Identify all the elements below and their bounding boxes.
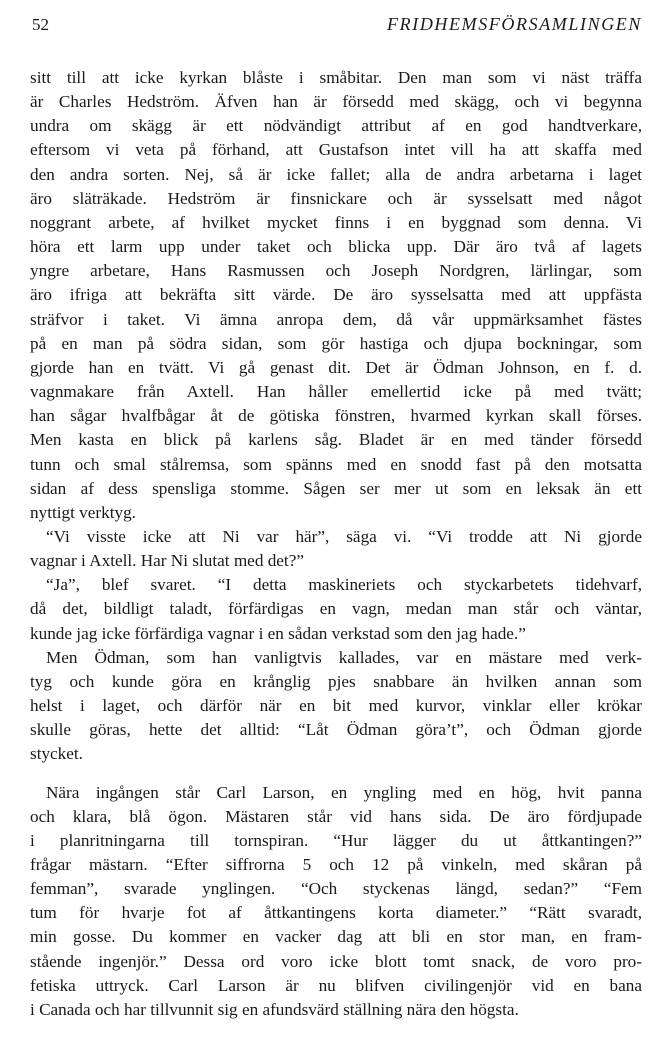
paragraph	[30, 781, 642, 1023]
text-line: äro släträkade. Hedström är finsnickare och är sysselsatt med något	[30, 188, 642, 208]
text-line: i planritningarna till tornspiran. “Hur lägger du ut åttkantingen?”	[30, 830, 642, 850]
text-line: Men kasta en blick på karlens såg. Bladet är en med tänder försedd	[30, 430, 642, 450]
text-line: tyg och kunde göra en krånglig pjes snabbare än hvilken annan som	[30, 671, 642, 691]
text-line: stående ingenjör.” Dessa ord voro icke blott tomt snack, de voro pro-	[30, 951, 642, 971]
text-line: vagnmakare från Axtell. Han håller emellertid icke på med tvätt;	[30, 382, 642, 402]
text-line: skulle göras, hette det alltid: “Låt Ödman göra’t”, och Ödman gjorde	[30, 720, 642, 740]
paragraph	[30, 66, 642, 525]
running-title: FRIDHEMSFÖRSAMLINGEN	[387, 14, 642, 34]
book-page	[30, 14, 642, 1022]
text-line: i Canada och har tillvunnit sig en afundsvärd ställning nära den högsta.	[30, 999, 519, 1019]
text-line: höra ett larm upp under taket och blicka upp. Där äro två af lagets	[30, 237, 642, 257]
text-line: nyttigt verktyg.	[30, 502, 136, 522]
text-line: den andra sorten. Nej, så är icke fallet; alla de andra arbetarna i laget	[30, 164, 642, 184]
page-header	[30, 14, 642, 44]
text-line: frågar mästarn. “Efter siffrorna 5 och 12 på vinkeln, med skåran på	[30, 855, 642, 874]
text-line: gjorde han en tvätt. Vi gå genast dit. Det är Ödman Johnson, en f. d.	[30, 357, 642, 377]
paragraph	[30, 646, 642, 767]
text-line: tunn och smal stålremsa, som spänns med en snodd fast på den motsatta	[30, 454, 642, 474]
paragraph	[30, 573, 642, 645]
text-line: min gosse. Du kommer en vacker dag att bli en stor man, en fram-	[30, 927, 642, 947]
text-line: tum för hvarje fot af åttkantingens korta diameter.” “Rätt svaradt,	[30, 903, 642, 923]
text-line: sträfvor i taket. Vi ämna anropa dem, då vår uppmärksamhet fästes	[30, 309, 642, 329]
text-line: eftersom vi veta på förhand, att Gustafson intet vill ha att skaffa med	[30, 140, 642, 160]
text-line: och klara, blå ögon. Mästaren står vid hans sida. De äro fördjupade	[30, 806, 642, 826]
text-line: Men Ödman, som han vanligtvis kallades, var en mästare med verk-	[46, 647, 642, 667]
text-line: äro ifriga att bekräfta sitt värde. De äro sysselsatta med att uppfästa	[30, 285, 642, 305]
text-line: han sågar hvalfbågar åt de götiska fönstren, hvarmed kyrkan skall förses.	[30, 406, 642, 426]
text-line: fetiska uttryck. Carl Larson är nu blifven civilingenjör vid en bana	[30, 975, 642, 995]
text-line: “Vi visste icke att Ni var här”, säga vi. “Vi trodde att Ni gjorde	[46, 526, 642, 546]
body-text	[30, 66, 642, 1022]
text-line: “Ja”, blef svaret. “I detta maskineriets och styckarbetets tidehvarf,	[46, 575, 642, 595]
text-line: undra om skägg är ett nödvändigt attribut af en god handtverkare,	[30, 116, 642, 136]
text-line: är Charles Hedström. Äfven han är försedd med skägg, och vi begynna	[30, 92, 642, 112]
text-line: kunde jag icke förfärdiga vagnar i en sådan verkstad som den jag hade.”	[30, 623, 526, 643]
text-line: noggrant arbete, af hvilket mycket finns i en byggnad som denna. Vi	[30, 212, 642, 232]
text-line: femman”, svarade ynglingen. “Och styckenas längd, sedan?” “Fem	[30, 879, 642, 899]
text-line: Nära ingången står Carl Larson, en yngling med en hög, hvit panna	[46, 782, 642, 802]
text-line: vagnar i Axtell. Har Ni slutat med det?”	[30, 551, 304, 571]
text-line: stycket.	[30, 744, 83, 764]
page-number: 52	[32, 15, 49, 34]
text-line: helst i laget, och därför när en bit med kurvor, vinklar eller krökar	[30, 696, 642, 716]
text-line: yngre arbetare, Hans Rasmussen och Joseph Nordgren, lärlingar, som	[30, 261, 642, 281]
text-line: på en man på södra sidan, som gör hastiga och djupa bockningar, som	[30, 333, 642, 353]
text-line: sitt till att icke kyrkan blåste i småbitar. Den man som vi näst träffa	[30, 68, 642, 87]
text-line: då det, bildligt taladt, förfärdigas en vagn, medan man står och väntar,	[30, 599, 642, 619]
paragraph	[30, 525, 642, 573]
text-line: sidan af dess spensliga stomme. Sågen ser mer ut som en leksak än ett	[30, 478, 642, 498]
